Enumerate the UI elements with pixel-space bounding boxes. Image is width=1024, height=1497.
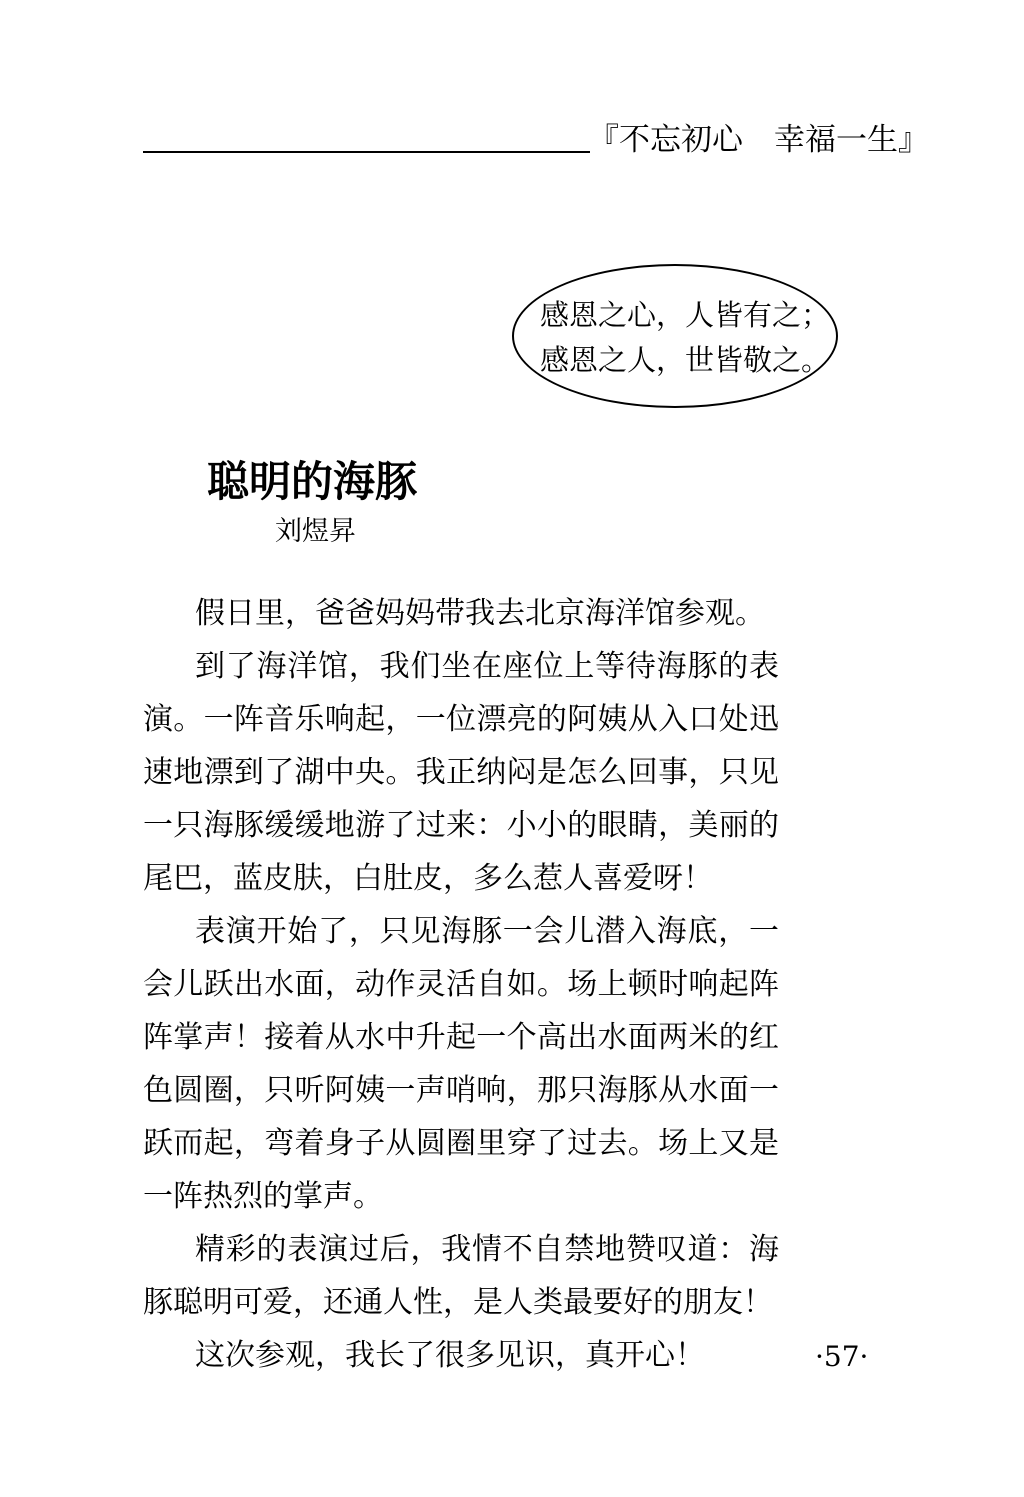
paragraph-4: 精彩的表演过后，我情不自禁地赞叹道：海豚聪明可爱，还通人性，是人类最要好的朋友！: [143, 1232, 779, 1320]
article-title: 聪明的海豚: [207, 457, 418, 506]
quote-line-2: 感恩之人，世皆敬之。: [540, 343, 831, 377]
article-body: [143, 587, 779, 1382]
paragraph-5: 这次参观，我长了很多见识，真开心！: [195, 1338, 705, 1373]
paragraph-2: 到了海洋馆，我们坐在座位上等待海豚的表演。一阵音乐响起，一位漂亮的阿姨从入口处迅速地漂到了湖中央。我正纳闷是怎么回事，只见一只海豚缓缓地游了过来：小小的眼睛，美丽的尾巴，蓝皮肤，白肚皮，多么惹人喜爱呀！: [143, 649, 779, 896]
header-rule: [143, 151, 590, 153]
running-header-title: 『不忘初心 幸福一生』: [588, 122, 929, 158]
page-number: ·57·: [815, 1340, 869, 1373]
quote-line-1: 感恩之心，人皆有之；: [540, 298, 831, 332]
article-author: 刘煜昇: [275, 516, 356, 547]
paragraph-1: 假日里，爸爸妈妈带我去北京海洋馆参观。: [195, 596, 765, 631]
paragraph-3: 表演开始了，只见海豚一会儿潜入海底，一会儿跃出水面，动作灵活自如。场上顿时响起阵阵掌声！接着从水中升起一个高出水面两米的红色圆圈，只听阿姨一声哨响，那只海豚从水面一跃而起，弯着身子从圆圈里穿了过去。场上又是一阵热烈的掌声。: [143, 914, 779, 1214]
quote-bubble: [512, 264, 838, 408]
